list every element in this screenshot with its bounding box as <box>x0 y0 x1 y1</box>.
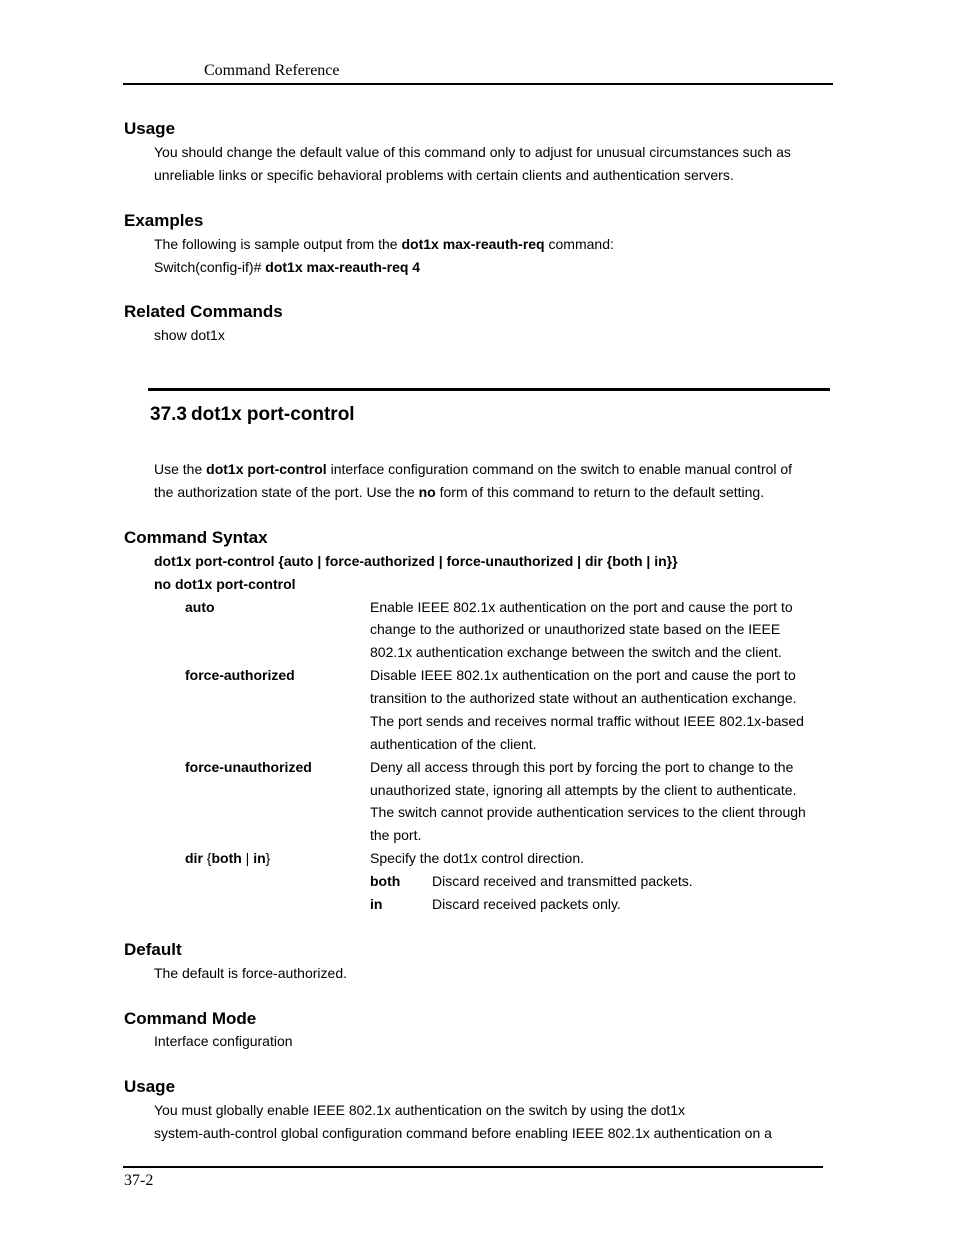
param-force-authorized-desc-2: transition to the authorized state without an authentication exchange. <box>370 690 797 706</box>
related-commands-heading: Related Commands <box>124 302 283 321</box>
param-force-unauthorized-desc-4: the port. <box>370 827 422 843</box>
header-rule <box>123 83 833 85</box>
section-title <box>150 404 355 426</box>
examples-line-1 <box>154 233 614 256</box>
usage2-line-1: You must globally enable IEEE 802.1x authentication on the switch by using the dot1x <box>154 1102 686 1118</box>
param-auto: auto <box>185 599 215 615</box>
intro-no-keyword: no <box>418 484 436 500</box>
examples-text-end: command: <box>544 236 614 252</box>
param-force-unauthorized-desc-3: The switch cannot provide authentication services to the client through <box>370 804 806 820</box>
param-dir-brace-open: { <box>202 850 212 866</box>
footer-rule <box>123 1166 823 1168</box>
param-dir-both: both <box>211 850 242 866</box>
param-auto-desc-1: Enable IEEE 802.1x authentication on the port and cause the port to <box>370 599 793 615</box>
intro-text-end: interface configuration command on the switch to enable manual control of <box>326 461 793 477</box>
param-auto-desc-3: 802.1x authentication exchange between the switch and the client. <box>370 644 782 660</box>
page-number: 37-2 <box>124 1172 154 1189</box>
param-force-authorized-desc-1: Disable IEEE 802.1x authentication on the port and cause the port to <box>370 667 796 683</box>
command-syntax-heading: Command Syntax <box>124 528 268 547</box>
usage-heading-2: Usage <box>124 1077 176 1096</box>
intro-line-1 <box>154 458 792 481</box>
param-dir-in: in <box>253 850 266 866</box>
running-header: Command Reference <box>204 62 340 79</box>
dir-option-both: both <box>370 873 401 889</box>
usage-line-2: unreliable links or specific behavioral problems with certain clients and authentication servers. <box>154 167 734 183</box>
intro-line-2 <box>154 481 764 504</box>
usage2-line-2: system-auth-control global configuration command before enabling IEEE 802.1x authentication on a <box>154 1125 772 1141</box>
usage-heading: Usage <box>124 119 176 138</box>
syntax-line-2: no dot1x port-control <box>154 576 296 592</box>
param-force-authorized-desc-3: The port sends and receives normal traffic without IEEE 802.1x-based <box>370 713 804 729</box>
intro-text-2-end: form of this command to return to the default setting. <box>435 484 765 500</box>
section-rule <box>148 388 830 391</box>
related-commands-text: show dot1x <box>154 327 225 343</box>
dir-option-in: in <box>370 896 383 912</box>
param-force-unauthorized-desc-2: unauthorized state, ignoring all attempts by the client to authenticate. <box>370 782 797 798</box>
param-dir-keyword: dir <box>185 850 203 866</box>
param-force-authorized: force-authorized <box>185 667 295 683</box>
cli-command: dot1x max-reauth-req 4 <box>265 259 421 275</box>
intro-command: dot1x port-control <box>206 461 327 477</box>
param-force-unauthorized: force-unauthorized <box>185 759 312 775</box>
default-text: The default is force-authorized. <box>154 965 347 981</box>
param-dir-desc: Specify the dot1x control direction. <box>370 850 585 866</box>
command-mode-heading: Command Mode <box>124 1009 257 1028</box>
param-dir <box>185 847 270 870</box>
section-number: 37.3 <box>150 404 187 425</box>
param-dir-pipe: | <box>241 850 254 866</box>
intro-text: Use the <box>154 461 207 477</box>
examples-text: The following is sample output from the <box>154 236 402 252</box>
param-force-authorized-desc-4: authentication of the client. <box>370 736 537 752</box>
examples-heading: Examples <box>124 211 204 230</box>
examples-line-2 <box>154 256 420 279</box>
cli-prompt: Switch(config-if)# <box>154 259 266 275</box>
examples-command: dot1x max-reauth-req <box>401 236 545 252</box>
param-dir-brace-close: } <box>265 850 271 866</box>
dir-option-in-desc: Discard received packets only. <box>432 896 621 912</box>
param-auto-desc-2: change to the authorized or unauthorized state based on the IEEE <box>370 621 781 637</box>
default-heading: Default <box>124 940 182 959</box>
intro-text-2: the authorization state of the port. Use the <box>154 484 419 500</box>
command-mode-text: Interface configuration <box>154 1033 293 1049</box>
dir-option-both-desc: Discard received and transmitted packets. <box>432 873 693 889</box>
param-force-unauthorized-desc-1: Deny all access through this port by forcing the port to change to the <box>370 759 794 775</box>
syntax-line-1: dot1x port-control {auto | force-authorized | force-unauthorized | dir {both | in}} <box>154 553 678 569</box>
section-name: dot1x port-control <box>190 404 355 425</box>
usage-line-1: You should change the default value of this command only to adjust for unusual circumstances such as <box>154 144 791 160</box>
